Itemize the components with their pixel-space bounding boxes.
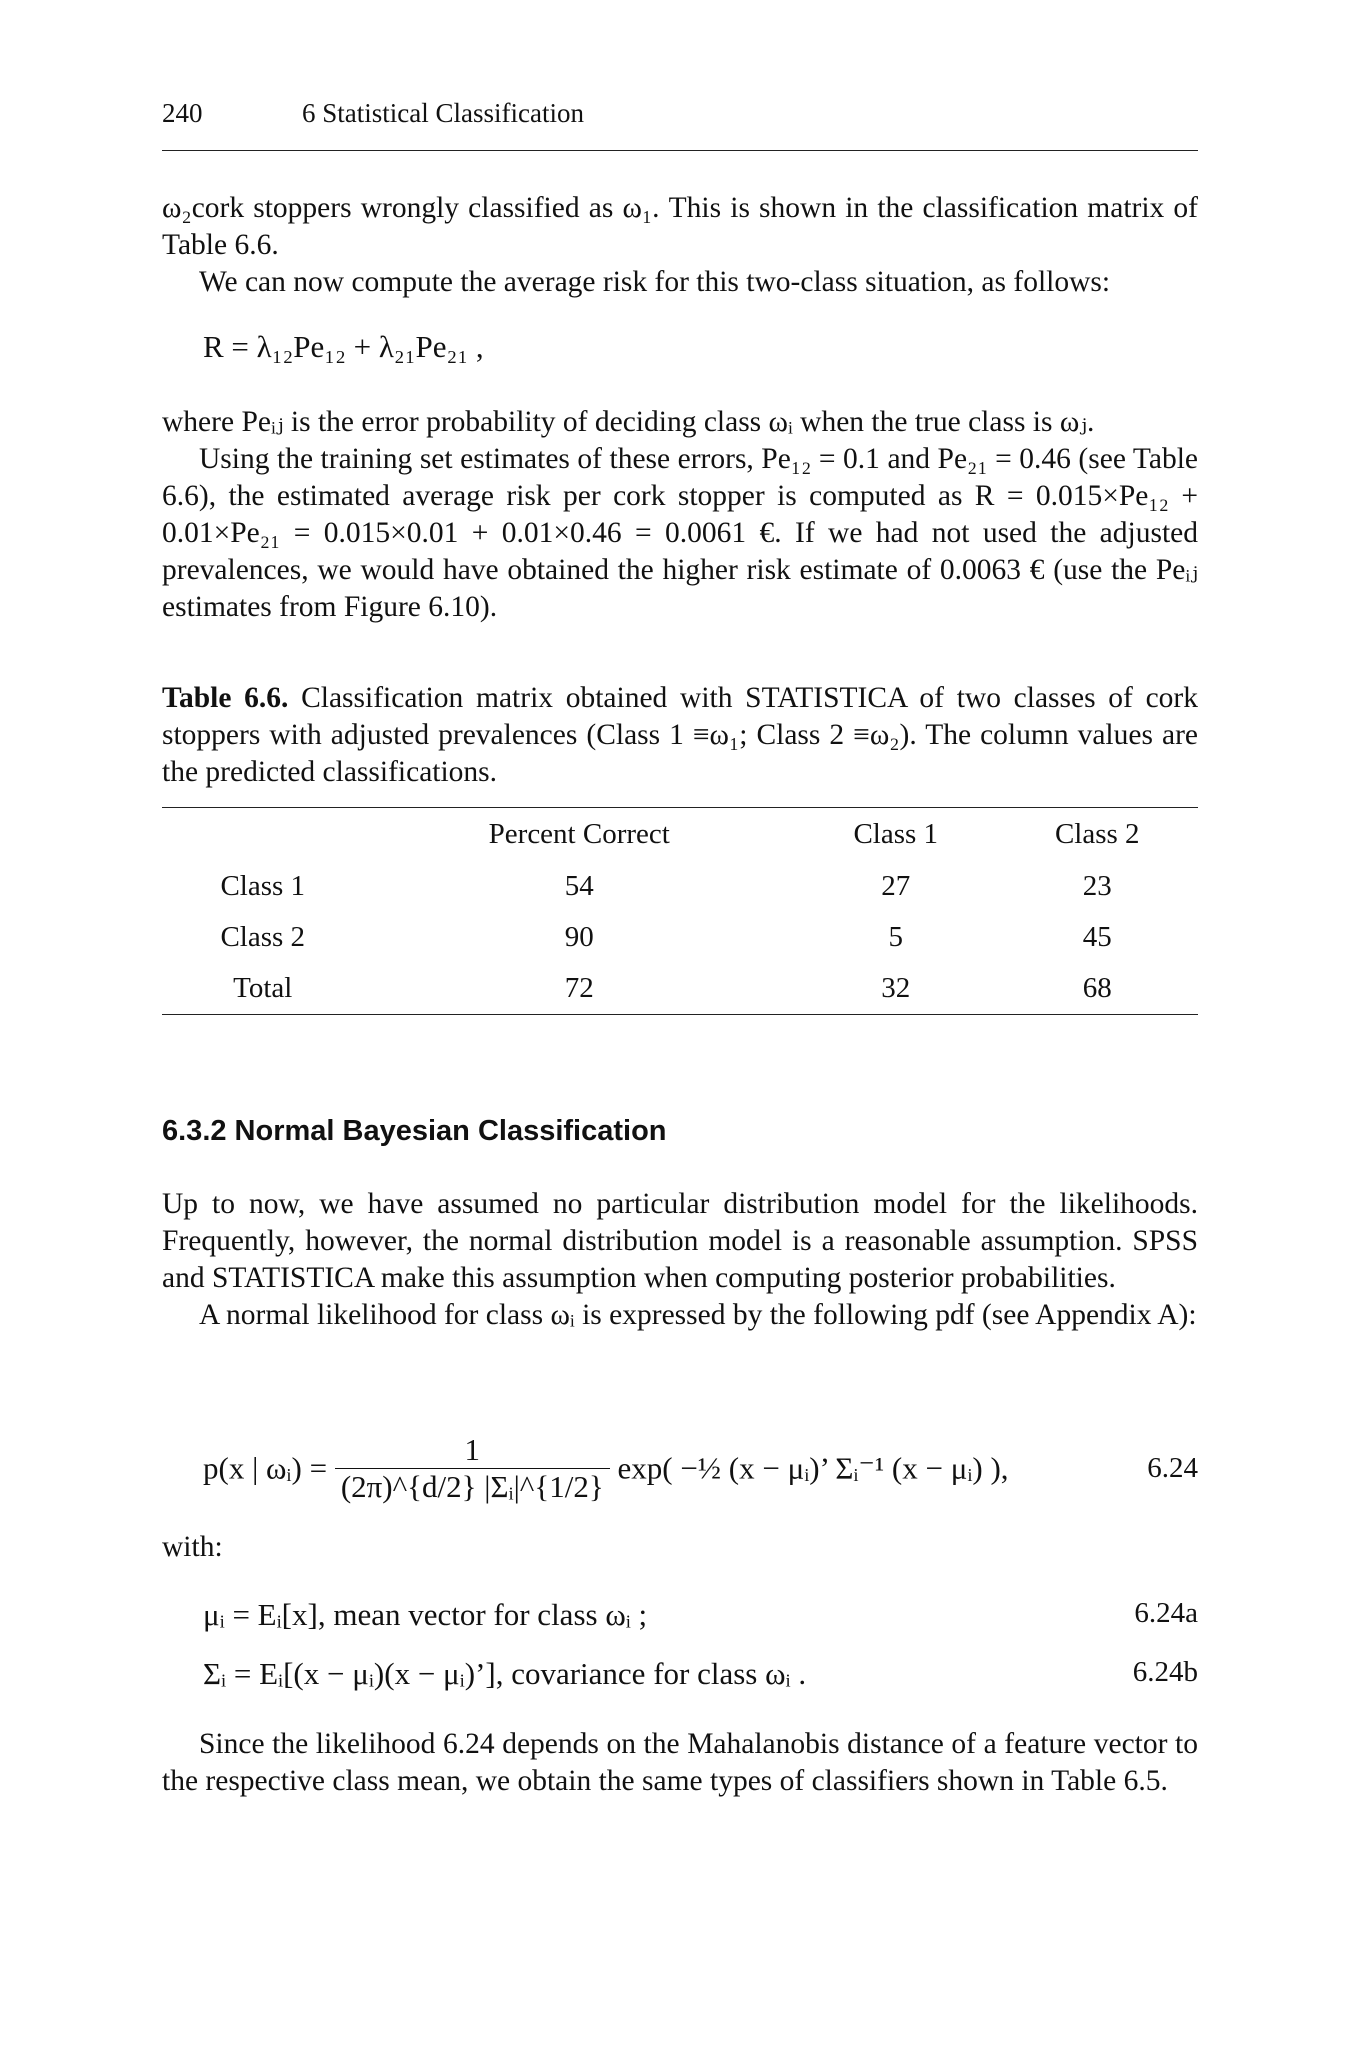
paragraph-6: A normal likelihood for class ωᵢ is expressed by the following pdf (see Appendix A):	[199, 1299, 1197, 1331]
table-cell: 90	[564, 921, 594, 953]
table-header-cell: Percent Correct	[488, 818, 670, 850]
table-cell: 27	[881, 870, 911, 902]
paragraph-continuation	[162, 190, 1198, 301]
paragraph-block-3	[162, 1186, 1198, 1334]
paragraph-5: Up to now, we have assumed no particular distribution model for the likelihoods. Frequently, however, the normal distribution model is a reasonable assumption. SPSS and STATISTICA make this assumption when computing posterior probabilities.	[162, 1188, 1198, 1294]
equation-risk	[203, 329, 484, 365]
equation-number-6-24b: 6.24b	[1132, 1656, 1198, 1688]
table-row	[162, 861, 1198, 912]
paragraph-7: Since the likelihood 6.24 depends on the Mahalanobis distance of a feature vector to the respective class mean, we obtain the same types of classifiers shown in Table 6.5.	[162, 1728, 1198, 1797]
equation-6-24b: Σᵢ = Eᵢ[(x − μᵢ)(x − μᵢ)’], covariance for class ωᵢ .	[203, 1656, 807, 1691]
fraction-denominator: (2π)^{d/2} |Σᵢ|^{1/2}	[340, 1469, 604, 1504]
equation-risk-text: R = λ₁₂Pe₁₂ + λ₂₁Pe₂₁ ,	[203, 329, 484, 364]
table-cell: 54	[564, 870, 594, 902]
with-label: with:	[162, 1531, 223, 1563]
table-cell: 45	[1082, 921, 1112, 953]
table-caption-label: Table 6.6.	[162, 682, 289, 714]
table-header-row	[162, 808, 1198, 862]
equation-6-24	[203, 1432, 1009, 1505]
paragraph-block-2	[162, 404, 1198, 626]
table-caption-text: Classification matrix obtained with STATISTICA of two classes of cork stoppers with adjusted prevalences (Class 1 ≡ω₁; Class 2 ≡ω₂). The column values are the predicted classifications.	[162, 682, 1198, 788]
running-header	[162, 98, 1198, 151]
table-cell: Total	[233, 972, 293, 1004]
table-header-cell	[162, 808, 363, 862]
fraction-numerator: 1	[335, 1432, 610, 1469]
paragraph-2: We can now compute the average risk for this two-class situation, as follows:	[199, 266, 1111, 298]
paragraph-3: where Peᵢⱼ is the error probability of deciding class ωᵢ when the true class is ωⱼ.	[162, 406, 1095, 438]
section-heading: 6.3.2 Normal Bayesian Classification	[162, 1115, 667, 1147]
paragraph-1: ω₂cork stoppers wrongly classified as ω₁. This is shown in the classification matrix of Table 6.6.	[162, 192, 1198, 261]
table-header-cell: Class 1	[853, 818, 939, 850]
table-cell: Class 1	[220, 870, 306, 902]
paragraph-4: Using the training set estimates of these errors, Pe₁₂ = 0.1 and Pe₂₁ = 0.46 (see Table 6.6), the estimated average risk per cork stopper is computed as R = 0.015×Pe₁₂ + 0.01×Pe₂₁ = 0.015×0.01 + 0.01×0.46 = 0.0061 €. If we had not used the adjusted prevalences, we would have obtained the higher risk estimate of 0.0063 € (use the Peᵢⱼ estimates from Figure 6.10).	[162, 443, 1198, 623]
table-cell: 72	[564, 972, 594, 1004]
classification-matrix-table	[162, 807, 1198, 1015]
page-number: 240	[162, 98, 203, 128]
equation-6-24a: μᵢ = Eᵢ[x], mean vector for class ωᵢ ;	[203, 1597, 648, 1632]
equation-number-6-24: 6.24	[1147, 1452, 1198, 1484]
table-row	[162, 912, 1198, 963]
table-row	[162, 963, 1198, 1015]
table-cell: 68	[1082, 972, 1112, 1004]
equation-lhs: p(x | ωᵢ) =	[203, 1450, 328, 1486]
table-caption	[162, 680, 1198, 791]
table-cell: 32	[881, 972, 911, 1004]
table-header-cell: Class 2	[1054, 818, 1140, 850]
equation-rhs: exp( −½ (x − μᵢ)’ Σᵢ⁻¹ (x − μᵢ) ),	[617, 1450, 1009, 1486]
table-cell: 23	[1082, 870, 1112, 902]
equation-fraction	[335, 1432, 610, 1505]
equation-number-6-24a: 6.24a	[1134, 1597, 1198, 1629]
running-title: 6 Statistical Classification	[302, 98, 584, 128]
table-cell: 5	[888, 921, 903, 953]
table-cell: Class 2	[220, 921, 306, 953]
